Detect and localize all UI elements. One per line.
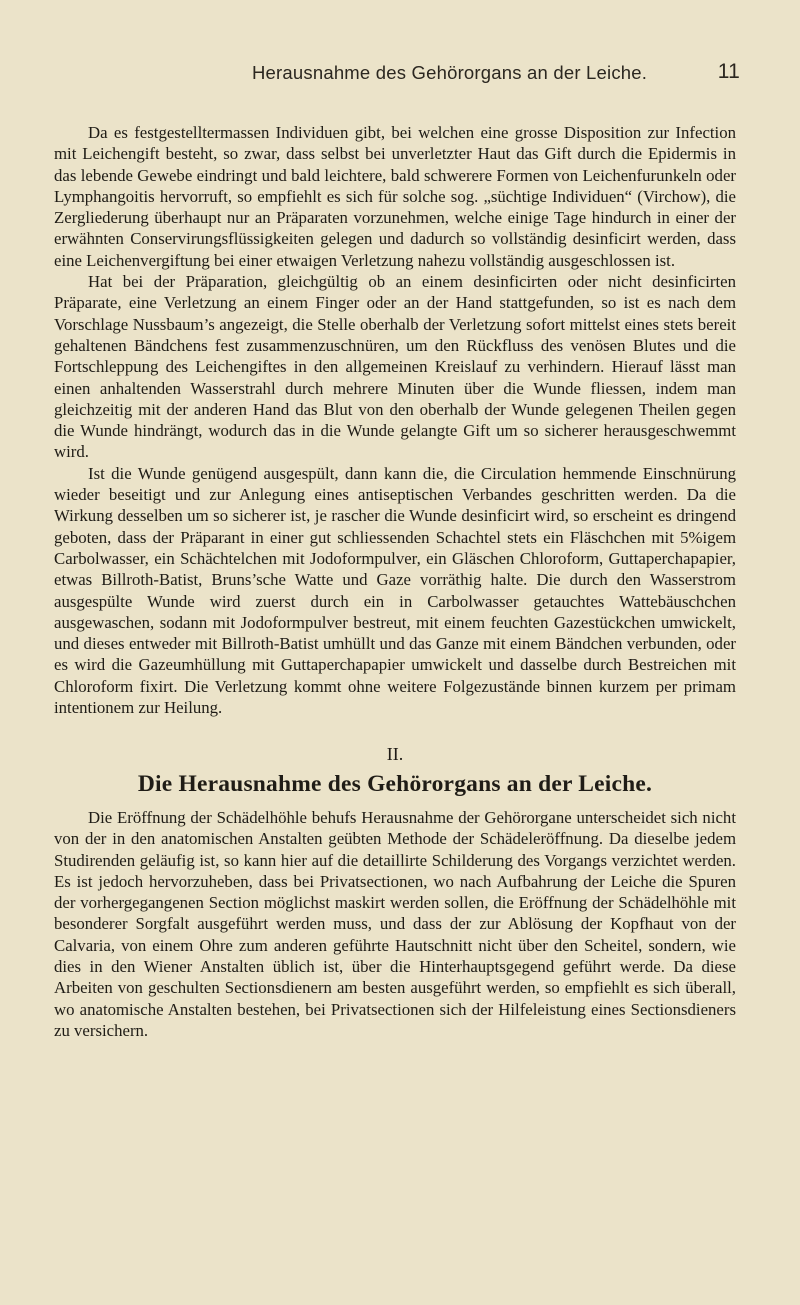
paragraph: Ist die Wunde genügend ausgespült, dann kann die, die Circulation hemmende Einschnürung wieder beseitigt und zur Anlegung eines antiseptischen Verbandes geschritten werden. Da die Wirkung desselben um so sicherer ist, je rascher die Wunde desinficirt wird, so erscheint es dringend geboten, dass der Präparant in einer gut schliessenden Schachtel stets ein Fläschchen mit 5%igem Carbolwasser, ein Schächtelchen mit Jodoformpulver, ein Gläschen Chloroform, Guttaperchapapier, etwas Billroth-Batist, Bruns’sche Watte und Gaze vorräthig halte. Die durch den Wasserstrom ausgespülte Wunde wird zuerst durch ein in Carbolwasser getauchtes Wattebäuschchen ausgewaschen, sodann mit Jodoformpulver bestreut, mit einem feuchten Gazestückchen umwickelt, und dieses entweder mit Billroth-Batist umhüllt und das Ganze mit einem Bändchen verbunden, oder es wird die Gazeumhüllung mit Guttaperchapapier umwickelt und dasselbe durch Bestreichen mit Chloroform fixirt. Die Verletzung kommt ohne weitere Folgezustände binnen kurzem per primam intentionem zur Heilung.	[54, 463, 736, 718]
paragraph: Hat bei der Präparation, gleichgültig ob an einem desinficirten oder nicht desinficirten Präparate, eine Verletzung an einem Finger oder an der Hand stattgefunden, so ist es nach dem Vorschlage Nussbaum’s angezeigt, die Stelle oberhalb der Verletzung sofort mittelst eines stets bereit gehaltenen Bändchens fest zusammenzuschnüren, um den Rückfluss des venösen Blutes und die Fortschleppung des Leichengiftes in den allgemeinen Kreislauf zu verhindern. Hierauf lässt man einen anhaltenden Wasserstrahl durch mehrere Minuten über die Wunde fliessen, indem man gleichzeitig mit der anderen Hand das Blut von den oberhalb der Wunde gelegenen Theilen gegen die Wunde hindrängt, wodurch das in die Wunde gelangte Gift um so sicherer herausgeschwemmt wird.	[54, 272, 736, 462]
paragraph: Da es festgestelltermassen Individuen gibt, bei welchen eine grosse Disposition zur Infection mit Leichengift besteht, so zwar, dass selbst bei unverletzter Haut das Gift durch die Epidermis in das lebende Gewebe eindringt und bald leichtere, bald schwerere Formen von Leichenfurunkeln oder Lymphangoitis hervorruft, so empfiehlt es sich für solche sog. „süchtige Individuen“ (Virchow), die Zergliederung überhaupt nur an Präparaten vorzunehmen, welche einige Tage hindurch in einer der erwähnten Conservirungsflüssigkeiten gelegen und dadurch so vollständig desinficirt werden, dass eine Leichenvergiftung bei einer etwaigen Verletzung nahezu vollständig ausgeschlossen ist.	[54, 123, 736, 270]
page-number: 11	[717, 60, 740, 83]
section-title: Die Herausnahme des Gehörorgans an der Leiche.	[137, 770, 653, 797]
paragraph: Die Eröffnung der Schädelhöhle behufs Herausnahme der Gehörorgane unterscheidet sich nicht von der in den anatomischen Anstalten geübten Methode der Schädeleröffnung. Da dieselbe jedem Studirenden geläufig ist, so kann hier auf die detaillirte Schilderung des Vorgangs verzichtet werden. Es ist jedoch hervorzuheben, dass bei Privatsectionen, wo nach Aufbahrung der Leiche die Spuren der vorhergegangenen Section möglichst maskirt werden sollen, die Eröffnung der Schädelhöhle mit besonderer Sorgfalt ausgeführt werden muss, und dass der zur Ablösung der Kopfhaut von der Calvaria, von einem Ohre zum anderen geführte Hautschnitt nicht über den Scheitel, sondern, wie dies in den Wiener Anstalten üblich ist, über die Hinterhauptsgegend geführt werde. Da diese Arbeiten von geschulten Sectionsdienern am besten ausgeführt werden, so empfiehlt es sich überall, wo anatomische Anstalten bestehen, bei Privatsectionen sich der Hilfeleistung eines Sectionsdieners zu versichern.	[54, 807, 736, 1040]
running-head-title: Herausnahme des Gehörorgans an der Leiche.	[252, 62, 648, 83]
running-head	[252, 62, 740, 92]
section-number: II.	[386, 744, 404, 765]
body-text	[54, 122, 736, 1041]
